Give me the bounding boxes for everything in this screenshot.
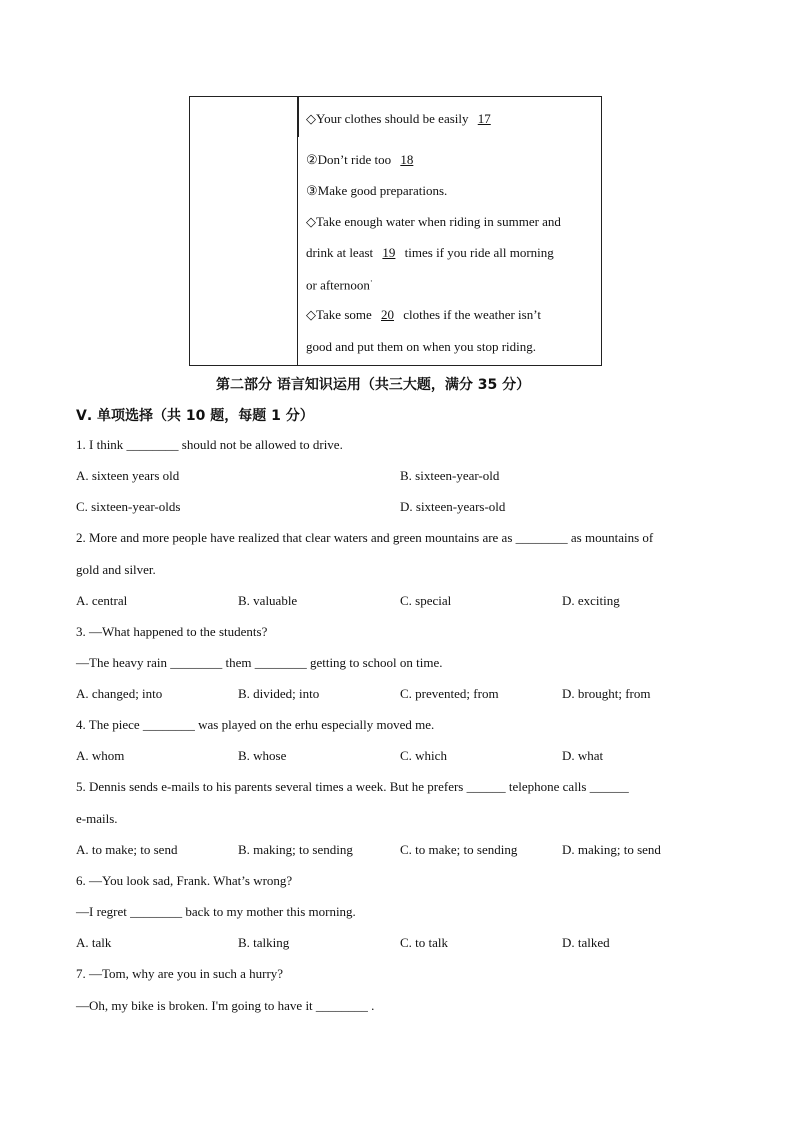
table-line-7a: ◇Take some — [306, 307, 372, 322]
q3-option-d: D. brought; from — [562, 686, 651, 701]
table-line-7 — [306, 307, 541, 323]
q6-option-a: A. talk — [76, 935, 112, 950]
blank-20: 20 — [381, 307, 395, 322]
blank-18: 18 — [400, 152, 414, 167]
q2-stem-line2: gold and silver. — [76, 562, 156, 577]
table-line-1-text: ◇Your clothes should be easily — [306, 111, 469, 126]
table-right-cell — [298, 97, 601, 365]
q3-option-a: A. changed; into — [76, 686, 163, 701]
table-line-6-mark: · — [369, 276, 373, 286]
table-line-4: ◇Take enough water when riding in summer and — [306, 214, 561, 229]
q4-option-c: C. which — [400, 748, 447, 763]
table-line-5a: drink at least — [306, 245, 374, 260]
table-line-6-text: or afternoon — [306, 277, 370, 293]
q7-stem-line1: 7. —Tom, why are you in such a hurry? — [76, 966, 284, 981]
q3-stem-line1: 3. —What happened to the students? — [76, 624, 268, 639]
q6-stem-line1: 6. —You look sad, Frank. What’s wrong? — [76, 873, 293, 888]
table-line-2 — [306, 152, 419, 168]
blank-19: 19 — [382, 245, 396, 260]
q4-option-a: A. whom — [76, 748, 125, 763]
q6-option-d: D. talked — [562, 935, 610, 950]
q2-option-d: D. exciting — [562, 593, 620, 608]
table-line-1 — [306, 111, 497, 127]
q2-option-c: C. special — [400, 593, 452, 608]
q2-option-a: A. central — [76, 593, 128, 608]
table-line-7b: clothes if the weather isn’t — [403, 307, 541, 322]
tips-table — [189, 96, 602, 366]
table-line-3: ③Make good preparations. — [306, 183, 448, 198]
q2-stem-line1: 2. More and more people have realized that clear waters and green mountains are as ________ as mountains of — [76, 530, 654, 545]
blank-17: 17 — [477, 111, 491, 126]
part-title: 第二部分 语言知识运用（共三大题，满分 35 分） — [216, 377, 531, 393]
q5-option-c: C. to make; to sending — [400, 842, 518, 857]
section-title: Ⅴ. 单项选择（共 10 题，每题 1 分） — [76, 408, 314, 424]
q3-option-b: B. divided; into — [238, 686, 320, 701]
table-line-5 — [306, 245, 554, 261]
q1-option-b: B. sixteen-year-old — [400, 468, 500, 483]
q6-stem-line2: —I regret ________ back to my mother this morning. — [76, 904, 356, 919]
q1-option-c: C. sixteen-year-olds — [76, 499, 181, 514]
q4-stem: 4. The piece ________ was played on the erhu especially moved me. — [76, 717, 435, 732]
q6-option-c: C. to talk — [400, 935, 449, 950]
q1-stem: 1. I think ________ should not be allowed to drive. — [76, 437, 343, 452]
q7-stem-line2: —Oh, my bike is broken. I'm going to have it ________ . — [76, 998, 375, 1013]
q3-stem-line2: —The heavy rain ________ them ________ getting to school on time. — [76, 655, 443, 670]
q4-option-d: D. what — [562, 748, 604, 763]
q5-option-d: D. making; to send — [562, 842, 661, 857]
q2-option-b: B. valuable — [238, 593, 298, 608]
q1-option-d: D. sixteen-years-old — [400, 499, 506, 514]
table-line-5b: times if you ride all morning — [404, 245, 554, 260]
q6-option-b: B. talking — [238, 935, 290, 950]
q1-option-a: A. sixteen years old — [76, 468, 180, 483]
q4-option-b: B. whose — [238, 748, 287, 763]
cell-divider-tick — [298, 97, 302, 137]
q5-stem-line2: e-mails. — [76, 811, 118, 826]
table-line-8: good and put them on when you stop riding. — [306, 339, 537, 354]
table-line-2-text: ②Don’t ride too — [306, 152, 392, 167]
q5-option-b: B. making; to sending — [238, 842, 353, 857]
table-left-cell — [190, 97, 298, 365]
table-line-6 — [306, 276, 373, 293]
q5-option-a: A. to make; to send — [76, 842, 178, 857]
q3-option-c: C. prevented; from — [400, 686, 499, 701]
q5-stem-line1: 5. Dennis sends e-mails to his parents several times a week. But he prefers ______ telephone calls ______ — [76, 779, 629, 794]
